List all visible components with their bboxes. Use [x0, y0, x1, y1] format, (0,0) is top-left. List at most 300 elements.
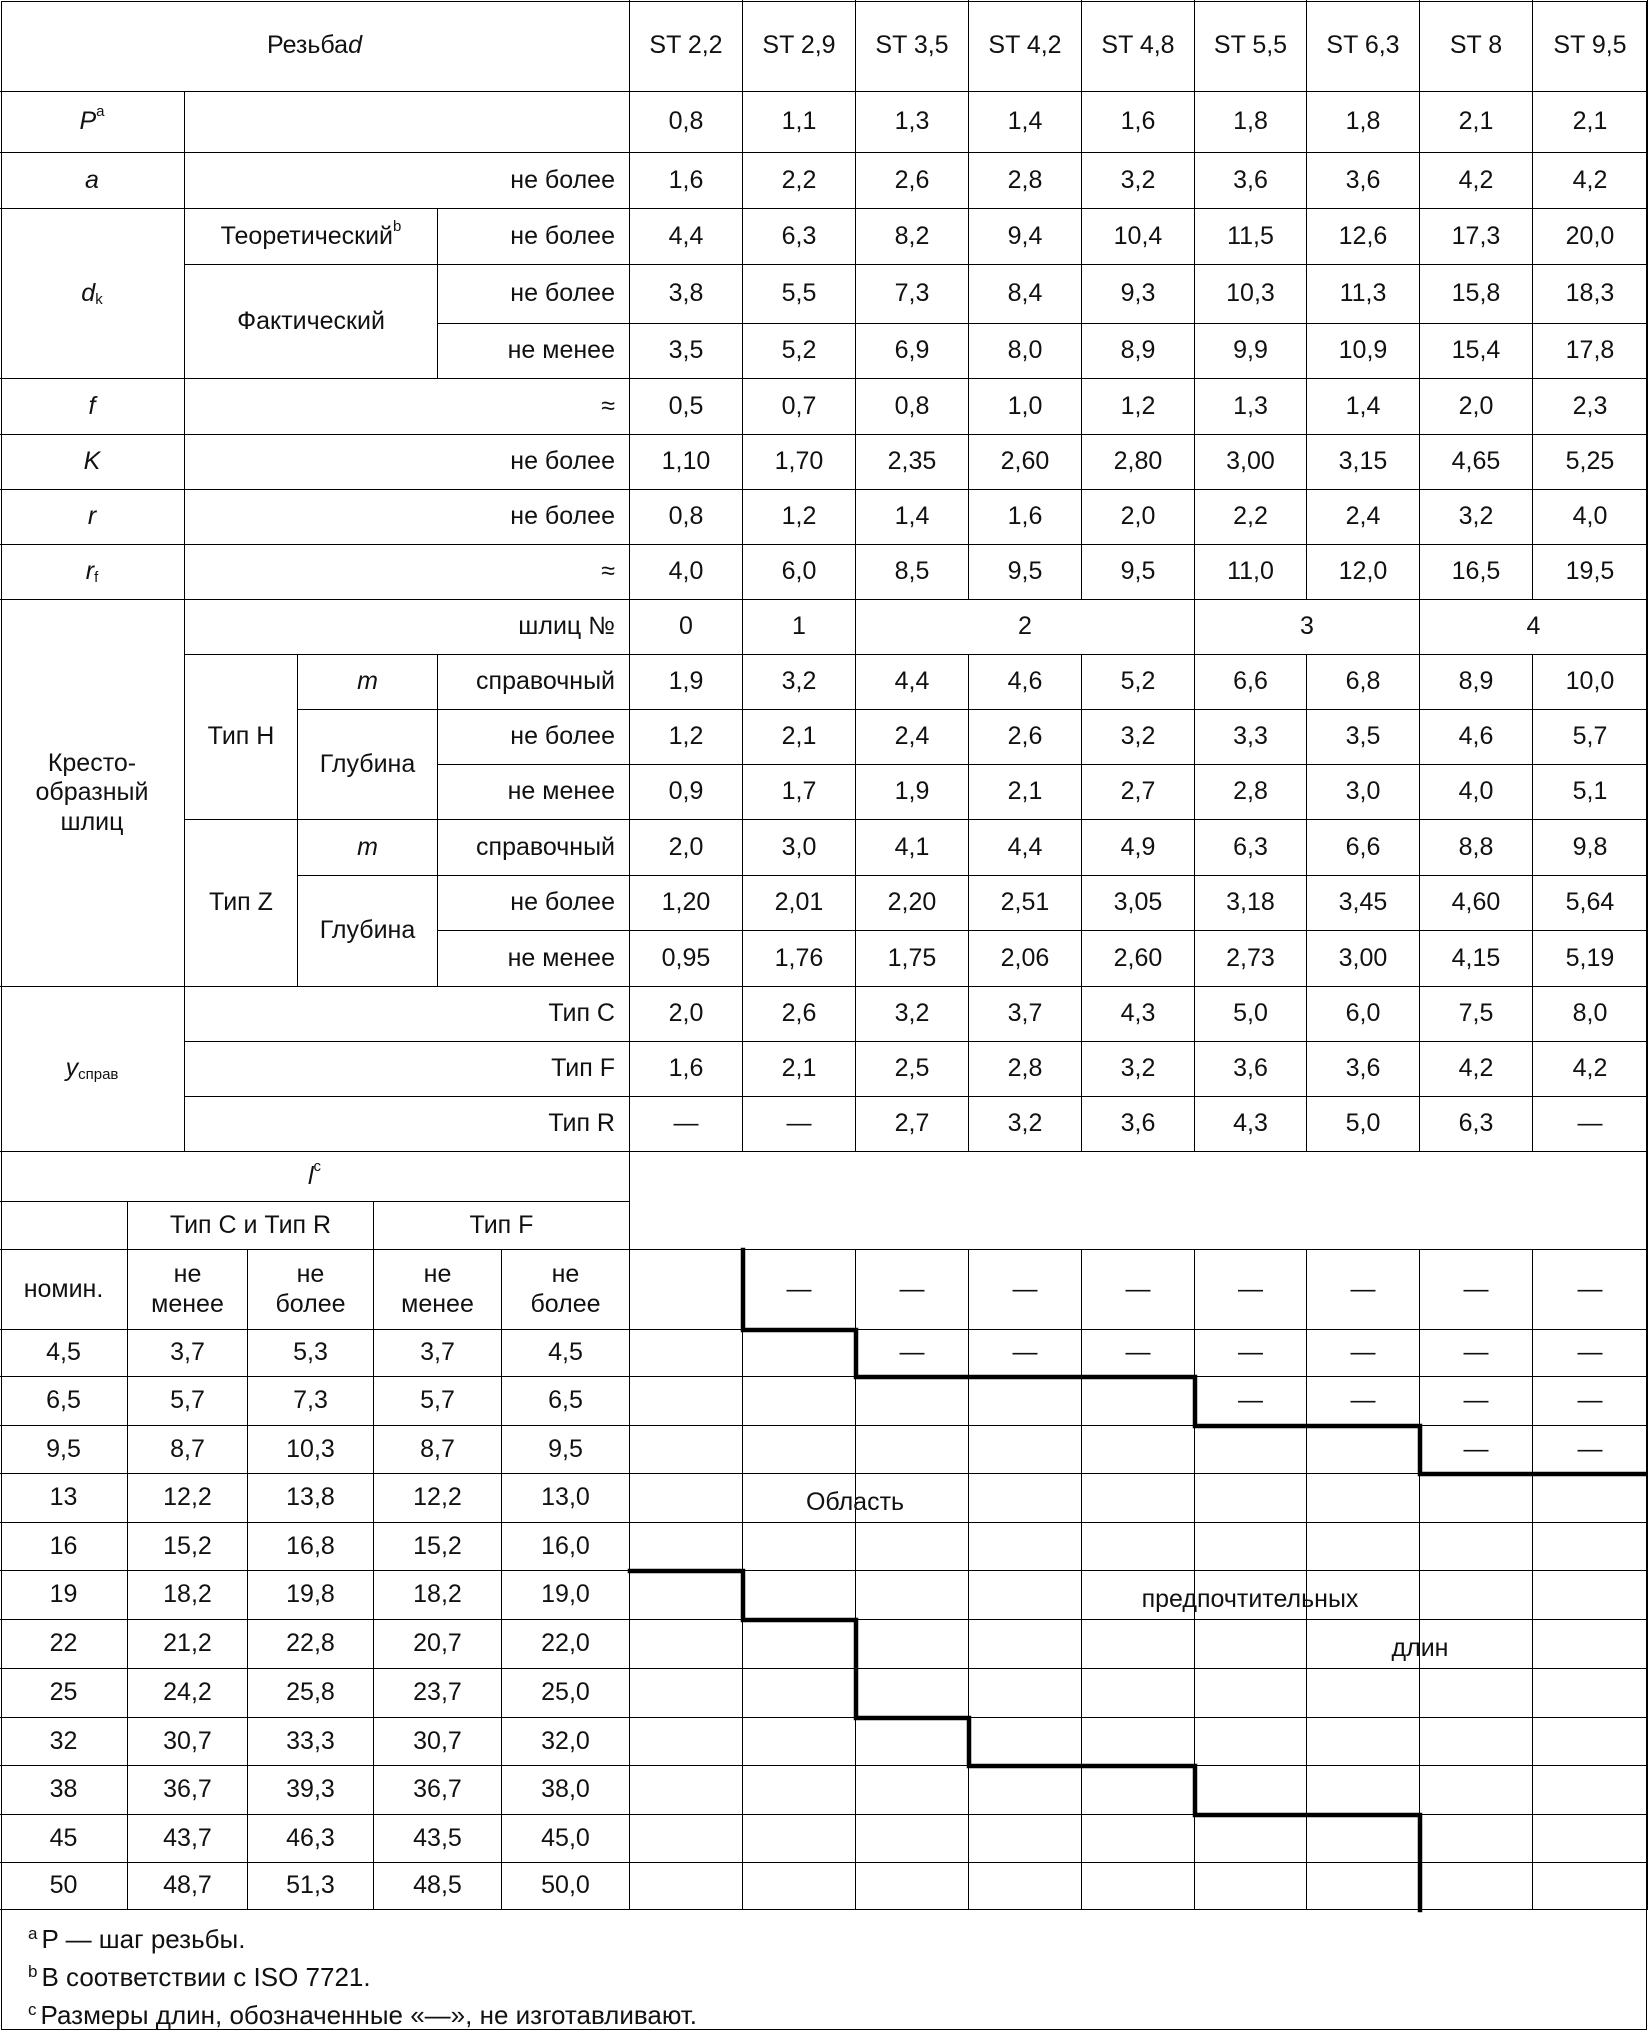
grid-cell [1195, 1863, 1307, 1910]
grid-cell [630, 1523, 743, 1571]
value-cell: 7,3 [856, 265, 969, 324]
value-cell: 3,6 [1307, 153, 1420, 209]
recess-type: Тип Z [185, 820, 298, 987]
length-value: 24,2 [128, 1669, 248, 1718]
grid-cell: — [969, 1330, 1082, 1377]
grid-cell [1420, 1571, 1533, 1620]
value-cell: 3,18 [1195, 876, 1307, 931]
grid-cell [856, 1426, 969, 1474]
value-cell: 3,6 [1082, 1097, 1195, 1152]
size-column-header: ST 2,9 [743, 0, 856, 92]
length-value: 43,5 [374, 1815, 502, 1863]
value-cell: 3,05 [1082, 876, 1195, 931]
grid-cell [1307, 1523, 1420, 1571]
value-cell: 2,0 [630, 987, 743, 1042]
length-value: 48,7 [128, 1863, 248, 1910]
value-cell: 8,8 [1420, 820, 1533, 876]
length-value: 8,7 [374, 1426, 502, 1474]
symbol: P [79, 107, 97, 136]
value-cell: 2,1 [743, 710, 856, 765]
value-cell: 3,2 [1082, 1042, 1195, 1097]
value-cell: 0,7 [743, 379, 856, 435]
value-cell: 1,0 [969, 379, 1082, 435]
value-cell: 4,0 [1420, 765, 1533, 820]
value-cell: 3,6 [1195, 1042, 1307, 1097]
length-value: 46,3 [248, 1815, 374, 1863]
size-column-header: ST 9,5 [1533, 0, 1648, 92]
dk-symbol [0, 209, 185, 379]
slot-number: 4 [1420, 600, 1648, 655]
value-cell: 1,10 [630, 435, 743, 490]
recess-type: Тип H [185, 655, 298, 820]
value-cell: 2,8 [969, 153, 1082, 209]
grid-cell [856, 1669, 969, 1718]
qualifier: не более [185, 490, 630, 545]
grid-cell [1195, 1815, 1307, 1863]
grid-cell: — [1420, 1377, 1533, 1426]
grid-cell: — [1533, 1330, 1648, 1377]
value-cell: 4,1 [856, 820, 969, 876]
value-cell: 4,4 [630, 209, 743, 265]
value-cell: 1,2 [743, 490, 856, 545]
value-cell: 3,00 [1307, 931, 1420, 987]
value-cell: 2,4 [856, 710, 969, 765]
value-cell: 6,0 [1307, 987, 1420, 1042]
length-value: 13 [0, 1474, 128, 1523]
length-value: 10,3 [248, 1426, 374, 1474]
m-label [298, 820, 438, 876]
thread-var: d [348, 30, 362, 59]
reference-label: справочный [438, 655, 630, 710]
value-cell: 2,0 [1420, 379, 1533, 435]
length-value: 8,7 [128, 1426, 248, 1474]
actual-label: Фактический [185, 265, 438, 379]
value-cell: 11,3 [1307, 265, 1420, 324]
value-cell: 2,35 [856, 435, 969, 490]
value-cell: 5,5 [743, 265, 856, 324]
grid-cell [856, 1718, 969, 1766]
value-cell: 3,3 [1195, 710, 1307, 765]
value-cell: 1,3 [1195, 379, 1307, 435]
value-cell: 4,0 [630, 545, 743, 600]
size-column-header: ST 3,5 [856, 0, 969, 92]
value-cell: 2,4 [1307, 490, 1420, 545]
symbol-cell [0, 435, 185, 490]
grid-cell [630, 1571, 743, 1620]
value-cell: — [743, 1097, 856, 1152]
length-value: 30,7 [374, 1718, 502, 1766]
qualifier: не более [185, 435, 630, 490]
zone-text-region: Область [805, 1488, 905, 1516]
value-cell: 12,6 [1307, 209, 1420, 265]
grid-cell [630, 1815, 743, 1863]
grid-cell [1420, 1474, 1533, 1523]
value-cell: — [1533, 1097, 1648, 1152]
value-cell: 2,1 [969, 765, 1082, 820]
value-cell: 1,4 [969, 92, 1082, 153]
value-cell: 4,2 [1420, 153, 1533, 209]
length-value: 16,8 [248, 1523, 374, 1571]
grid-cell [969, 1474, 1082, 1523]
grid-cell: — [1307, 1250, 1420, 1330]
value-cell: 18,3 [1533, 265, 1648, 324]
length-value: 20,7 [374, 1620, 502, 1669]
value-cell: 8,0 [1533, 987, 1648, 1042]
value-cell: 4,15 [1420, 931, 1533, 987]
value-cell: 2,60 [1082, 931, 1195, 987]
value-cell: 15,4 [1420, 324, 1533, 379]
value-cell: 1,20 [630, 876, 743, 931]
m-symbol: m [357, 832, 378, 861]
value-cell: 9,5 [1082, 545, 1195, 600]
value-cell: 2,51 [969, 876, 1082, 931]
grid-cell [969, 1620, 1082, 1669]
depth-label: Глубина [298, 710, 438, 820]
grid-cell [630, 1377, 743, 1426]
length-value: 6,5 [502, 1377, 630, 1426]
length-value: 5,3 [248, 1330, 374, 1377]
length-value: 4,5 [0, 1330, 128, 1377]
length-value: 15,2 [128, 1523, 248, 1571]
length-value: 32 [0, 1718, 128, 1766]
grid-cell: — [1420, 1330, 1533, 1377]
length-value: 5,7 [374, 1377, 502, 1426]
length-blank [0, 1202, 128, 1250]
value-cell: 2,5 [856, 1042, 969, 1097]
value-cell: 17,3 [1420, 209, 1533, 265]
length-value: 22 [0, 1620, 128, 1669]
thread-header-label: Резьба [267, 30, 349, 59]
grid-cell [1195, 1766, 1307, 1815]
value-cell: 3,5 [630, 324, 743, 379]
value-cell: 6,8 [1307, 655, 1420, 710]
symbol-cell [0, 153, 185, 209]
slot-number: 2 [856, 600, 1195, 655]
length-value: 39,3 [248, 1766, 374, 1815]
length-sup: c [313, 1157, 322, 1175]
length-value: 22,8 [248, 1620, 374, 1669]
limit-header: не более [248, 1250, 374, 1330]
grid-cell: — [1533, 1250, 1648, 1330]
grid-cell [1307, 1474, 1420, 1523]
qualifier: не менее [438, 324, 630, 379]
grid-cell [969, 1523, 1082, 1571]
grid-blank-header [630, 1152, 1648, 1250]
value-cell: 3,6 [1307, 1042, 1420, 1097]
length-value: 23,7 [374, 1669, 502, 1718]
value-cell: 3,2 [856, 987, 969, 1042]
value-cell: 2,7 [856, 1097, 969, 1152]
limit-header: не менее [374, 1250, 502, 1330]
value-cell: 5,19 [1533, 931, 1648, 987]
grid-cell [856, 1523, 969, 1571]
zone-text-preferred: предпочтительных [1141, 1585, 1359, 1613]
value-cell: 2,6 [743, 987, 856, 1042]
length-value: 13,8 [248, 1474, 374, 1523]
grid-cell [630, 1669, 743, 1718]
grid-cell [969, 1377, 1082, 1426]
dk-sub: k [95, 290, 103, 308]
value-cell: 10,4 [1082, 209, 1195, 265]
grid-cell [969, 1766, 1082, 1815]
footnote-mark: a [28, 1924, 38, 1943]
slot-number: 1 [743, 600, 856, 655]
grid-cell [743, 1766, 856, 1815]
value-cell: 2,2 [1195, 490, 1307, 545]
value-cell: 9,8 [1533, 820, 1648, 876]
value-cell: 9,3 [1082, 265, 1195, 324]
grid-cell [1195, 1718, 1307, 1766]
length-value: 5,7 [128, 1377, 248, 1426]
grid-cell: — [969, 1250, 1082, 1330]
value-cell: 9,4 [969, 209, 1082, 265]
length-value: 25 [0, 1669, 128, 1718]
value-cell: 4,4 [856, 655, 969, 710]
value-cell: 17,8 [1533, 324, 1648, 379]
limit-header: не менее [128, 1250, 248, 1330]
value-cell: 3,7 [969, 987, 1082, 1042]
grid-cell [1195, 1474, 1307, 1523]
m-label [298, 655, 438, 710]
grid-cell [743, 1669, 856, 1718]
length-value: 25,8 [248, 1669, 374, 1718]
length-sym: l [307, 1161, 314, 1190]
length-value: 16 [0, 1523, 128, 1571]
value-cell: 8,0 [969, 324, 1082, 379]
grid-cell: — [1195, 1330, 1307, 1377]
grid-cell [630, 1250, 743, 1330]
length-value: 7,3 [248, 1377, 374, 1426]
value-cell: 9,5 [969, 545, 1082, 600]
length-value: 45,0 [502, 1815, 630, 1863]
value-cell: 0,5 [630, 379, 743, 435]
length-value: 43,7 [128, 1815, 248, 1863]
value-cell: 0,8 [856, 379, 969, 435]
symbol-cell [0, 490, 185, 545]
value-cell: 3,2 [1420, 490, 1533, 545]
size-column-header: ST 5,5 [1195, 0, 1307, 92]
symbol-sup: a [96, 103, 105, 121]
value-cell: 1,3 [856, 92, 969, 153]
grid-cell [1082, 1474, 1195, 1523]
grid-cell [743, 1377, 856, 1426]
nominal-header: номин. [0, 1250, 128, 1330]
value-cell: 1,70 [743, 435, 856, 490]
length-value: 3,7 [128, 1330, 248, 1377]
symbol: f [88, 391, 96, 420]
grid-cell [743, 1620, 856, 1669]
grid-cell: — [1082, 1330, 1195, 1377]
value-cell: 3,2 [1082, 153, 1195, 209]
grid-cell [1533, 1863, 1648, 1910]
grid-cell [1195, 1669, 1307, 1718]
value-cell: 6,3 [1420, 1097, 1533, 1152]
value-cell: 1,6 [1082, 92, 1195, 153]
value-cell: 2,80 [1082, 435, 1195, 490]
size-column-header: ST 4,2 [969, 0, 1082, 92]
grid-cell [1082, 1523, 1195, 1571]
grid-cell [1420, 1766, 1533, 1815]
grid-cell: — [856, 1330, 969, 1377]
length-value: 48,5 [374, 1863, 502, 1910]
value-cell: 5,0 [1307, 1097, 1420, 1152]
grid-cell [1082, 1766, 1195, 1815]
value-cell: 6,6 [1195, 655, 1307, 710]
grid-cell [856, 1766, 969, 1815]
value-cell: 2,8 [969, 1042, 1082, 1097]
grid-cell [856, 1863, 969, 1910]
grid-cell [969, 1426, 1082, 1474]
length-value: 19,8 [248, 1571, 374, 1620]
grid-cell [969, 1669, 1082, 1718]
grid-cell [743, 1426, 856, 1474]
length-value: 13,0 [502, 1474, 630, 1523]
symbol: K [83, 447, 101, 476]
grid-cell: — [1082, 1250, 1195, 1330]
value-cell: 4,3 [1082, 987, 1195, 1042]
grid-cell [743, 1718, 856, 1766]
value-cell: — [630, 1097, 743, 1152]
value-cell: 1,6 [969, 490, 1082, 545]
grid-cell [969, 1718, 1082, 1766]
value-cell: 2,2 [743, 153, 856, 209]
value-cell: 12,0 [1307, 545, 1420, 600]
grid-cell [1420, 1863, 1533, 1910]
value-cell: 8,4 [969, 265, 1082, 324]
value-cell: 8,5 [856, 545, 969, 600]
value-cell: 1,9 [630, 655, 743, 710]
length-value: 33,3 [248, 1718, 374, 1766]
type-cr-header: Тип C и Тип R [128, 1202, 374, 1250]
zone-text-lengths: длин [1391, 1634, 1449, 1662]
value-cell: 1,8 [1195, 92, 1307, 153]
value-cell: 2,01 [743, 876, 856, 931]
value-cell: 1,6 [630, 1042, 743, 1097]
slot-no-label: шлиц № [185, 600, 630, 655]
grid-cell: — [1533, 1377, 1648, 1426]
grid-cell [856, 1815, 969, 1863]
value-cell: 2,6 [969, 710, 1082, 765]
value-cell: 4,0 [1533, 490, 1648, 545]
y-type-label: Тип C [185, 987, 630, 1042]
value-cell: 2,1 [743, 1042, 856, 1097]
value-cell: 8,9 [1082, 324, 1195, 379]
grid-cell [969, 1863, 1082, 1910]
length-value: 50,0 [502, 1863, 630, 1910]
value-cell: 6,0 [743, 545, 856, 600]
value-cell: 3,2 [743, 655, 856, 710]
value-cell: 1,76 [743, 931, 856, 987]
footnote-mark: c [28, 2000, 37, 2019]
grid-cell [1533, 1523, 1648, 1571]
grid-cell [1533, 1669, 1648, 1718]
grid-cell [1533, 1620, 1648, 1669]
size-column-header: ST 4,8 [1082, 0, 1195, 92]
value-cell: 8,9 [1420, 655, 1533, 710]
grid-cell [1533, 1474, 1648, 1523]
value-cell: 4,9 [1082, 820, 1195, 876]
value-cell: 2,8 [1195, 765, 1307, 820]
value-cell: 4,65 [1420, 435, 1533, 490]
y-sub: справ [78, 1066, 119, 1084]
value-cell: 2,06 [969, 931, 1082, 987]
symbol-cell [0, 379, 185, 435]
value-cell: 2,6 [856, 153, 969, 209]
grid-cell: — [1195, 1377, 1307, 1426]
grid-cell [1307, 1669, 1420, 1718]
value-cell: 0,8 [630, 490, 743, 545]
limit-header: не более [502, 1250, 630, 1330]
value-cell: 10,9 [1307, 324, 1420, 379]
grid-cell [1082, 1718, 1195, 1766]
grid-cell [1420, 1523, 1533, 1571]
footnotes [28, 1922, 697, 2036]
value-cell: 5,2 [743, 324, 856, 379]
length-header [0, 1152, 630, 1202]
value-cell: 3,6 [1195, 153, 1307, 209]
value-cell: 1,9 [856, 765, 969, 820]
value-cell: 2,0 [630, 820, 743, 876]
value-cell: 1,4 [856, 490, 969, 545]
y-type-label: Тип R [185, 1097, 630, 1152]
length-value: 9,5 [502, 1426, 630, 1474]
value-cell: 5,0 [1195, 987, 1307, 1042]
footnote [28, 1960, 697, 1998]
qualifier: не менее [438, 765, 630, 820]
length-value: 38 [0, 1766, 128, 1815]
value-cell: 3,5 [1307, 710, 1420, 765]
y-type-label: Тип F [185, 1042, 630, 1097]
value-cell: 5,64 [1533, 876, 1648, 931]
length-value: 30,7 [128, 1718, 248, 1766]
value-cell: 7,5 [1420, 987, 1533, 1042]
value-cell: 3,00 [1195, 435, 1307, 490]
slot-number: 0 [630, 600, 743, 655]
grid-cell [1533, 1571, 1648, 1620]
length-value: 36,7 [374, 1766, 502, 1815]
value-cell: 4,2 [1533, 153, 1648, 209]
value-cell: 3,8 [630, 265, 743, 324]
thread-header [0, 0, 630, 92]
value-cell: 2,20 [856, 876, 969, 931]
grid-cell [1307, 1718, 1420, 1766]
value-cell: 1,1 [743, 92, 856, 153]
size-column-header: ST 2,2 [630, 0, 743, 92]
value-cell: 1,7 [743, 765, 856, 820]
value-cell: 5,2 [1082, 655, 1195, 710]
value-cell: 3,45 [1307, 876, 1420, 931]
qualifier: не более [438, 710, 630, 765]
qualifier: ≈ [185, 545, 630, 600]
length-value: 4,5 [502, 1330, 630, 1377]
length-value: 38,0 [502, 1766, 630, 1815]
value-cell: 5,1 [1533, 765, 1648, 820]
value-cell: 1,2 [1082, 379, 1195, 435]
length-value: 51,3 [248, 1863, 374, 1910]
grid-cell [630, 1474, 743, 1523]
value-cell: 1,2 [630, 710, 743, 765]
qualifier: не более [185, 153, 630, 209]
grid-cell [743, 1863, 856, 1910]
grid-cell [743, 1330, 856, 1377]
value-cell: 2,0 [1082, 490, 1195, 545]
length-value: 19,0 [502, 1571, 630, 1620]
grid-cell [856, 1571, 969, 1620]
length-value: 3,7 [374, 1330, 502, 1377]
value-cell: 4,60 [1420, 876, 1533, 931]
symbol: a [85, 165, 99, 194]
footnote [28, 1998, 697, 2036]
